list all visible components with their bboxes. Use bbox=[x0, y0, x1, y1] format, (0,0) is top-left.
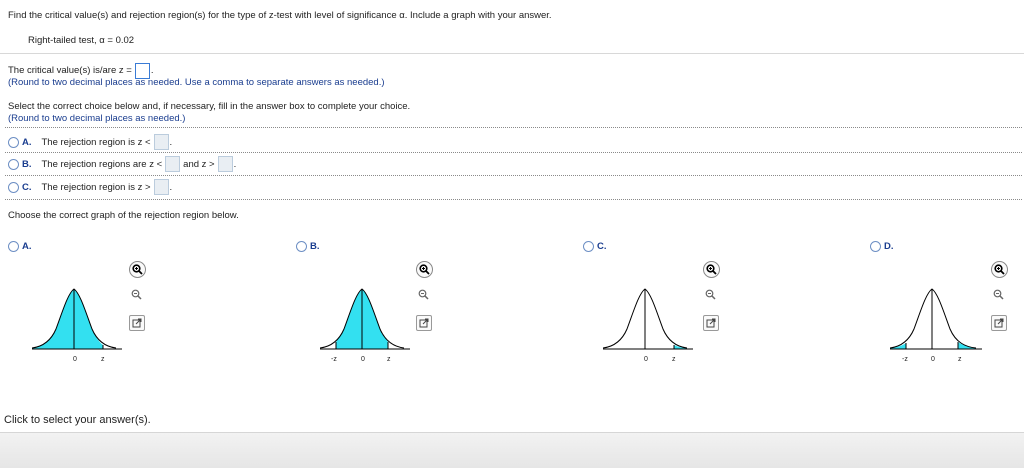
tick-z: z bbox=[101, 356, 105, 363]
open-in-window-icon[interactable] bbox=[703, 315, 719, 331]
graph-option-d[interactable]: D. bbox=[870, 241, 894, 252]
rejection-input-c[interactable] bbox=[154, 179, 169, 195]
question-prompt: Find the critical value(s) and rejection region(s) for the type of z-test with level of significance α. Include a graph with your answer. bbox=[8, 10, 552, 21]
status-text: Click to select your answer(s). bbox=[4, 414, 151, 426]
tick-0: 0 bbox=[361, 356, 365, 363]
footer-bar bbox=[0, 432, 1024, 468]
tick-0: 0 bbox=[73, 356, 77, 363]
open-in-window-icon[interactable] bbox=[129, 315, 145, 331]
tick-0: 0 bbox=[644, 356, 648, 363]
tick-z: z bbox=[958, 356, 962, 363]
open-in-window-icon[interactable] bbox=[991, 315, 1007, 331]
rejection-input-a[interactable] bbox=[154, 134, 169, 150]
rejection-input-b-upper[interactable] bbox=[218, 156, 233, 172]
period: . bbox=[150, 65, 154, 76]
zoom-in-icon[interactable] bbox=[703, 261, 720, 278]
graph-b[interactable] bbox=[320, 285, 410, 353]
dotted-divider bbox=[5, 199, 1022, 200]
dotted-divider bbox=[5, 175, 1022, 176]
tick-0: 0 bbox=[931, 356, 935, 363]
tick-z: z bbox=[387, 356, 391, 363]
zoom-out-icon[interactable] bbox=[129, 287, 144, 302]
graph-instruction: Choose the correct graph of the rejection region below. bbox=[8, 210, 239, 221]
choice-option-a[interactable]: A. The rejection region is z < . bbox=[8, 134, 172, 150]
choice-option-c[interactable]: C. The rejection region is z > . bbox=[8, 179, 172, 195]
zoom-in-icon[interactable] bbox=[991, 261, 1008, 278]
choice-option-b[interactable]: B. The rejection regions are z < and z > . bbox=[8, 156, 236, 172]
dotted-divider bbox=[5, 152, 1022, 153]
radio-b[interactable] bbox=[8, 159, 19, 170]
critical-value-label: The critical value(s) is/are z = bbox=[8, 65, 132, 76]
zoom-out-icon[interactable] bbox=[991, 287, 1006, 302]
graph-c[interactable] bbox=[603, 285, 693, 353]
graph-option-c[interactable]: C. bbox=[583, 241, 607, 252]
zoom-in-icon[interactable] bbox=[129, 261, 146, 278]
density-curve bbox=[890, 289, 976, 348]
graph-option-b[interactable]: B. bbox=[296, 241, 320, 252]
dotted-divider bbox=[5, 127, 1022, 128]
critical-value-hint: (Round to two decimal places as needed. Use a comma to separate answers as needed.) bbox=[8, 77, 385, 88]
radio-c[interactable] bbox=[8, 182, 19, 193]
zoom-out-icon[interactable] bbox=[703, 287, 718, 302]
tick-neg-z: -z bbox=[331, 356, 337, 363]
given-condition: Right-tailed test, α = 0.02 bbox=[28, 35, 135, 46]
choice-instruction: Select the correct choice below and, if necessary, fill in the answer box to complete your choice. bbox=[8, 101, 411, 112]
graph-d[interactable] bbox=[890, 285, 982, 353]
divider bbox=[0, 53, 1024, 54]
tick-neg-z: -z bbox=[902, 356, 908, 363]
rejection-input-b-lower[interactable] bbox=[165, 156, 180, 172]
graph-option-a[interactable]: A. bbox=[8, 241, 32, 252]
graph-a[interactable] bbox=[32, 285, 122, 353]
tick-z: z bbox=[672, 356, 676, 363]
graph-radio-d[interactable] bbox=[870, 241, 881, 252]
zoom-out-icon[interactable] bbox=[416, 287, 431, 302]
graph-radio-c[interactable] bbox=[583, 241, 594, 252]
open-in-window-icon[interactable] bbox=[416, 315, 432, 331]
zoom-in-icon[interactable] bbox=[416, 261, 433, 278]
choice-hint: (Round to two decimal places as needed.) bbox=[8, 113, 186, 124]
graph-radio-a[interactable] bbox=[8, 241, 19, 252]
radio-a[interactable] bbox=[8, 137, 19, 148]
graph-radio-b[interactable] bbox=[296, 241, 307, 252]
